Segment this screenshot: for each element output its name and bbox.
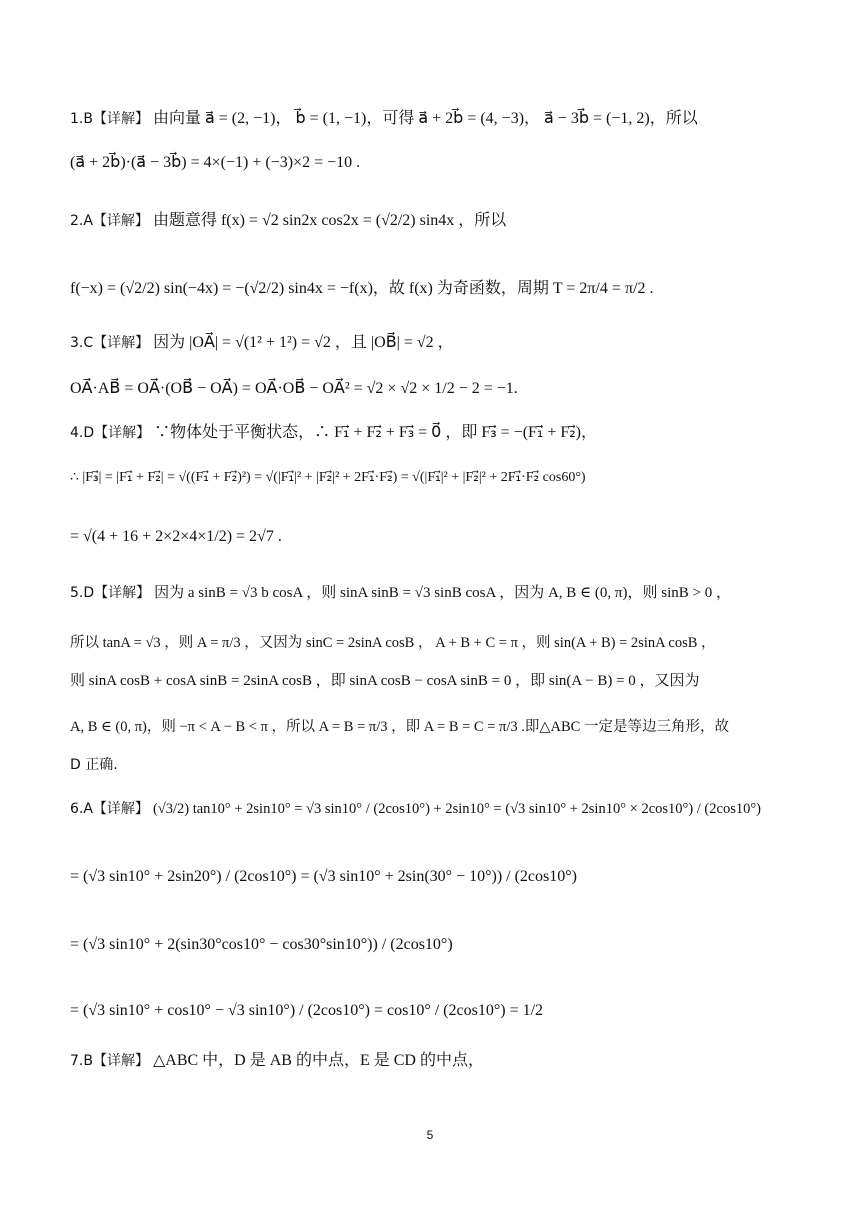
item-6-line-1 [70, 798, 800, 819]
item-1-number: 1.B【详解】 [70, 111, 149, 127]
item-6-text-4: = (√3 sin10° + cos10° − √3 sin10°) / (2cos10°) = cos10° / (2cos10°) = 1/2 [70, 1002, 544, 1019]
item-6-number: 6.A【详解】 [70, 801, 149, 817]
item-5-text-4: A, B ∈ (0, π)，则 −π < A − B < π ，所以 A = B = π/3 ，即 A = B = C = π/3 .即△ABC 一定是等边三角形，故 [70, 719, 729, 735]
item-6-line-3 [70, 934, 800, 955]
item-5-number: 5.D【详解】 [70, 585, 151, 601]
item-4-line-1 [70, 422, 800, 443]
item-3-text-1: 因为 |OA⃗| = √(1² + 1²) = √2 ，且 |OB⃗| = √2 ， [153, 334, 454, 351]
item-4-number: 4.D【详解】 [70, 425, 151, 441]
item-1-text-2: (a⃗ + 2b⃗)·(a⃗ − 3b⃗) = 4×(−1) + (−3)×2 = −10 . [70, 154, 361, 171]
item-5-line-2 [70, 632, 800, 653]
item-4-line-3 [70, 526, 800, 547]
page-number: 5 [426, 1128, 434, 1142]
item-6-text-2: = (√3 sin10° + 2sin20°) / (2cos10°) = (√3 sin10° + 2sin(30° − 10°)) / (2cos10°) [70, 868, 577, 885]
item-6-line-4 [70, 1000, 800, 1021]
item-3-line-2 [70, 378, 800, 399]
item-6-text-3: = (√3 sin10° + 2(sin30°cos10° − cos30°sin10°)) / (2cos10°) [70, 936, 453, 953]
item-1-text-1: 由向量 a⃗ = (2, −1)， b⃗ = (1, −1)，可得 a⃗ + 2b⃗ = (4, −3)， a⃗ − 3b⃗ = (−1, 2)，所以 [152, 110, 698, 127]
item-2-line-1 [70, 210, 800, 231]
item-6-line-2 [70, 866, 800, 887]
item-2-number: 2.A【详解】 [70, 213, 149, 229]
item-2-text-2: f(−x) = (√2/2) sin(−4x) = −(√2/2) sin4x = −f(x)，故 f(x) 为奇函数，周期 T = 2π/4 = π/2 . [70, 280, 654, 297]
item-6-text-1: (√3/2) tan10° + 2sin10° = √3 sin10° / (2cos10°) + 2sin10° = (√3 sin10° + 2sin10° × 2cos10°) / (2cos10°) [152, 801, 761, 817]
item-5-text-2: 所以 tanA = √3 ，则 A = π/3 ，又因为 sinC = 2sinA cosB ， A + B + C = π ，则 sin(A + B) = 2sinA cosB ， [70, 635, 716, 651]
item-1-line-2 [70, 152, 800, 173]
item-5-line-4 [70, 716, 800, 737]
item-4-text-2: ∴ |F₃⃗| = |F₁⃗ + F₂⃗| = √((F₁⃗ + F₂⃗)²) = √(|F₁⃗|² + |F₂⃗|² + 2F₁⃗·F₂⃗) = √(|F₁⃗|² + |F₂⃗|² + 2F₁⃗·F₂⃗ cos60°) [70, 470, 586, 485]
item-1-line-1 [70, 108, 800, 129]
item-3-line-1 [70, 332, 800, 353]
item-2-text-1: 由题意得 f(x) = √2 sin2x cos2x = (√2/2) sin4x ，所以 [152, 212, 507, 229]
item-7-number: 7.B【详解】 [70, 1053, 149, 1069]
item-5-text-1: 因为 a sinB = √3 b cosA ，则 sinA sinB = √3 sinB cosA ，因为 A, B ∈ (0, π)，则 sinB > 0 ， [154, 585, 731, 601]
item-5-text-5: D 正确. [70, 757, 118, 773]
item-4-text-1: ∵物体处于平衡状态，∴ F₁⃗ + F₂⃗ + F₃⃗ = 0⃗ ，即 F₃⃗ = −(F₁⃗ + F₂⃗)， [154, 424, 597, 441]
item-2-line-2 [70, 278, 800, 299]
item-3-text-2: OA⃗·AB⃗ = OA⃗·(OB⃗ − OA⃗) = OA⃗·OB⃗ − OA⃗² = √2 × √2 × 1/2 − 2 = −1. [70, 380, 518, 397]
item-4-line-2 [70, 468, 800, 488]
item-5-line-1 [70, 582, 800, 603]
item-5-line-5 [70, 754, 800, 775]
item-3-number: 3.C【详解】 [70, 335, 150, 351]
item-4-text-3: = √(4 + 16 + 2×2×4×1/2) = 2√7 . [70, 528, 282, 545]
item-7-text-1: △ABC 中，D 是 AB 的中点，E 是 CD 的中点， [152, 1052, 484, 1069]
item-5-line-3 [70, 670, 800, 691]
item-5-text-3: 则 sinA cosB + cosA sinB = 2sinA cosB ，即 sinA cosB − cosA sinB = 0 ，即 sin(A − B) = 0 ，又因为 [70, 673, 700, 689]
item-7-line-1 [70, 1050, 800, 1071]
